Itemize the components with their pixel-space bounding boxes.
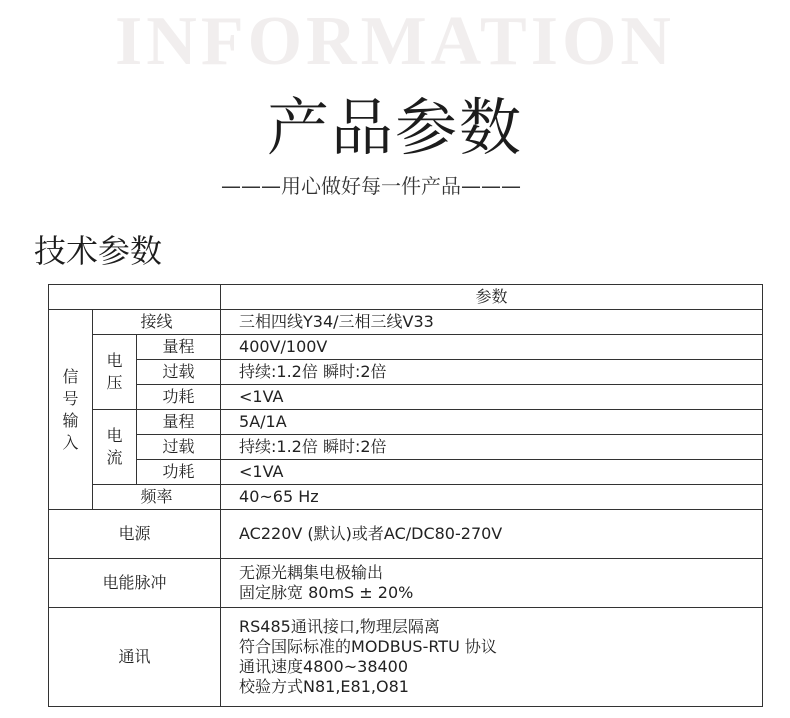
voltage-overload-value: 持续:1.2倍 瞬时:2倍 xyxy=(221,360,763,385)
table-row xyxy=(49,608,763,707)
current-range-value: 5A/1A xyxy=(221,410,763,435)
voltage-range-label: 量程 xyxy=(137,335,221,360)
pulse-line: 无源光耦集电极输出 xyxy=(239,563,384,582)
table-row xyxy=(49,485,763,510)
table-row xyxy=(49,460,763,485)
comm-line: 校验方式N81,E81,O81 xyxy=(239,677,409,696)
voltage-power-label: 功耗 xyxy=(137,385,221,410)
wiring-label: 接线 xyxy=(93,310,221,335)
wiring-value: 三相四线Y34/三相三线V33 xyxy=(221,310,763,335)
spec-table xyxy=(48,284,763,707)
comm-label: 通讯 xyxy=(49,608,221,707)
voltage-power-value: <1VA xyxy=(221,385,763,410)
table-row xyxy=(49,410,763,435)
comm-line: 符合国际标准的MODBUS-RTU 协议 xyxy=(239,637,497,656)
table-row xyxy=(49,559,763,608)
power-supply-label: 电源 xyxy=(49,510,221,559)
comm-value xyxy=(221,608,763,707)
pulse-line: 固定脉宽 80mS ± 20% xyxy=(239,583,414,602)
pulse-label: 电能脉冲 xyxy=(49,559,221,608)
signal-input-text: 信号输入 xyxy=(62,366,79,452)
current-range-label: 量程 xyxy=(137,410,221,435)
header-empty-cell xyxy=(49,285,221,310)
current-label: 电流 xyxy=(106,426,123,467)
current-overload-value: 持续:1.2倍 瞬时:2倍 xyxy=(221,435,763,460)
page-title: 产品参数 xyxy=(266,91,523,164)
page-subtitle: ———用心做好每一件产品——— xyxy=(221,174,521,198)
table-row xyxy=(49,385,763,410)
current-overload-label: 过载 xyxy=(137,435,221,460)
comm-line: 通讯速度4800~38400 xyxy=(239,657,409,676)
section-title: 技术参数 xyxy=(34,232,163,270)
table-row xyxy=(49,310,763,335)
power-supply-value: AC220V (默认)或者AC/DC80-270V xyxy=(221,510,763,559)
current-power-value: <1VA xyxy=(221,460,763,485)
frequency-value: 40~65 Hz xyxy=(221,485,763,510)
watermark-text: INFORMATION xyxy=(115,3,675,80)
table-header-row xyxy=(49,285,763,310)
voltage-label: 电压 xyxy=(106,351,123,392)
pulse-value xyxy=(221,559,763,608)
signal-input-label xyxy=(49,310,93,510)
current-label-cell xyxy=(93,410,137,485)
comm-line: RS485通讯接口,物理层隔离 xyxy=(239,617,440,636)
voltage-label-cell xyxy=(93,335,137,410)
current-power-label: 功耗 xyxy=(137,460,221,485)
header-param-cell: 参数 xyxy=(221,285,763,310)
table-row xyxy=(49,435,763,460)
voltage-range-value: 400V/100V xyxy=(221,335,763,360)
table-row xyxy=(49,360,763,385)
table-row xyxy=(49,510,763,559)
voltage-overload-label: 过载 xyxy=(137,360,221,385)
table-row xyxy=(49,335,763,360)
frequency-label: 频率 xyxy=(93,485,221,510)
